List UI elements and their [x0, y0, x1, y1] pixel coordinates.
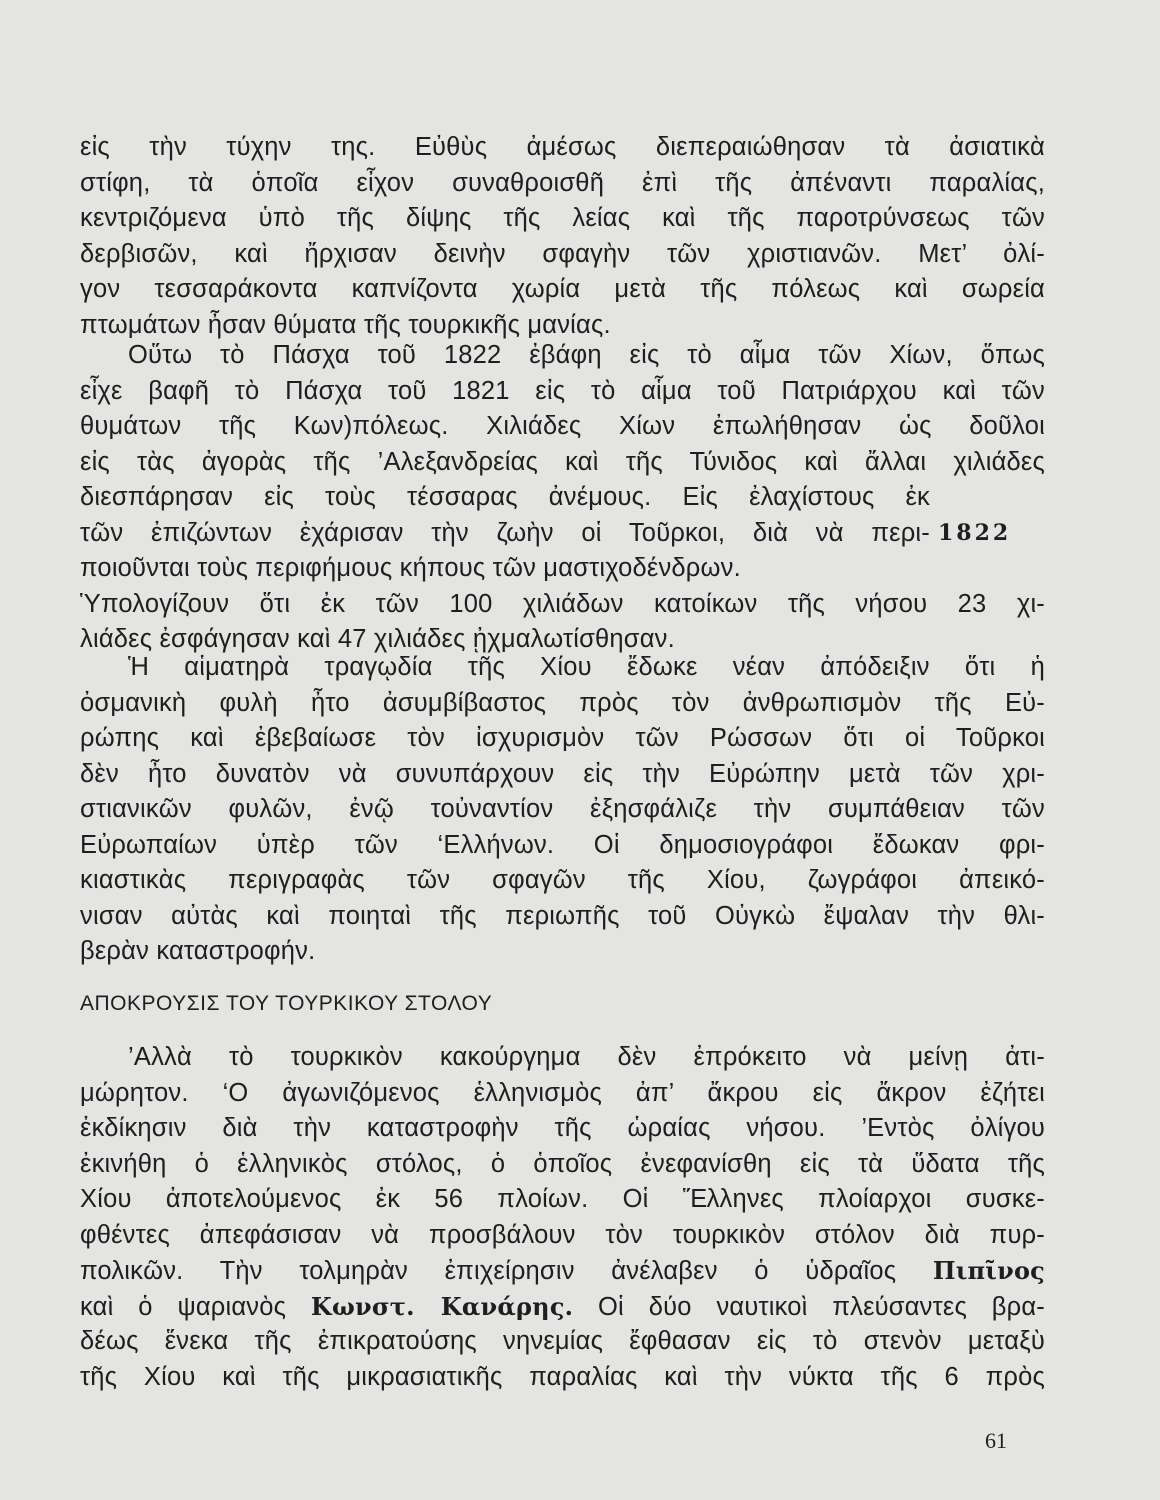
paragraph-4: [80, 1040, 1045, 1395]
text-line: νισαν αὐτὰς καὶ ποιηταὶ τῆς περιωπῆς τοῦ Οὐγκὼ ἔψαλαν τὴν θλι-: [80, 901, 1045, 930]
text-line: ἐκδίκησιν διὰ τὴν καταστροφὴν τῆς ὡραίας νήσου. ’Εντὸς ὀλίγου: [80, 1114, 1045, 1142]
text-line: φθέντες ἀπεφάσισαν νὰ προσβάλουν τὸν τουρκικὸν στόλον διὰ πυρ-: [80, 1220, 1045, 1249]
text-line: [80, 1289, 1045, 1325]
text-line: θυμάτων τῆς Κων)πόλεως. Χιλιάδες Χίων ἐπωλήθησαν ὡς δοῦλοι: [80, 412, 1045, 440]
text-line: ποιοῦνται τοὺς περιφήμους κήπους τῶν μαστιχοδένδρων.: [80, 554, 741, 582]
text-line: λιάδες ἐσφάγησαν καὶ 47 χιλιάδες ᾐχμαλωτίσθησαν.: [80, 625, 675, 653]
text-line: πτωμάτων ἦσαν θύματα τῆς τουρκικῆς μανίας.: [80, 310, 611, 339]
text-line: [80, 1253, 1045, 1289]
text-line: δέως ἕνεκα τῆς ἐπικρατούσης νηνεμίας ἔφθασαν εἰς τὸ στενὸν μεταξὺ: [80, 1327, 1045, 1355]
text-span: πολικῶν. Τὴν τολμηρὰν ἐπιχείρησιν ἀνέλαβεν ὁ ὑδραῖος: [80, 1257, 897, 1285]
text-line: εἰς τὰς ἀγορὰς τῆς ’Αλεξανδρείας καὶ τῆς Τύνιδος καὶ ἄλλαι χιλιάδες: [80, 447, 1045, 476]
text-line: Ἡ αἱματηρὰ τραγῳδία τῆς Χίου ἔδωκε νέαν ἀπόδειξιν ὅτι ἡ: [128, 653, 1045, 681]
text-line: εἶχε βαφῆ τὸ Πάσχα τοῦ 1821 εἰς τὸ αἷμα τοῦ Πατριάρχου καὶ τῶν: [80, 376, 1045, 405]
text-line: ὀσμανικὴ φυλὴ ἦτο ἀσυμβίβαστος πρὸς τὸν ἀνθρωπισμὸν τῆς Εὐ-: [80, 688, 1045, 717]
text-line: βερὰν καταστροφήν.: [80, 937, 316, 965]
text-line: Ὑπολογίζουν ὅτι ἐκ τῶν 100 χιλιάδων κατοίκων τῆς νήσου 23 χι-: [80, 589, 1045, 618]
paragraph-1: [80, 130, 1045, 343]
paragraph-3: [80, 650, 1045, 970]
text-line: ρώπης καὶ ἐβεβαίωσε τὸν ἰσχυρισμὸν τῶν Ρώσσων ὅτι οἱ Τοῦρκοι: [80, 724, 1045, 752]
bold-name: Κωνστ. Κανάρης.: [310, 1291, 574, 1321]
text-line: Χίου ἀποτελούμενος ἐκ 56 πλοίων. Οἱ Ἕλληνες πλοίαρχοι συσκε-: [80, 1185, 1045, 1213]
text-line: στιανικῶν φυλῶν, ἐνῷ τοὐναντίον ἐξησφάλιζε τὴν συμπάθειαν τῶν: [80, 795, 1045, 823]
text-line: τῶν ἐπιζώντων ἐχάρισαν τὴν ζωὴν οἱ Τοῦρκοι, διὰ νὰ περι-: [80, 518, 930, 547]
text-span: καὶ ὁ ψαριανὸς: [80, 1292, 287, 1321]
text-line: Οὕτω τὸ Πάσχα τοῦ 1822 ἐβάφη εἰς τὸ αἷμα τῶν Χίων, ὅπως: [128, 341, 1045, 369]
page-number: 61: [985, 1428, 1007, 1453]
margin-year-note: 1822: [938, 520, 1012, 546]
text-line: μώρητον. ‘Ο ἀγωνιζόμενος ἑλληνισμὸς ἀπ’ ἄκρου εἰς ἄκρον ἐζήτει: [80, 1078, 1045, 1107]
text-line: κεντριζόμενα ὑπὸ τῆς δίψης τῆς λείας καὶ τῆς παροτρύνσεως τῶν: [80, 204, 1045, 232]
text-line: δερβισῶν, καὶ ἤρχισαν δεινὴν σφαγὴν τῶν χριστιανῶν. Μετ’ ὀλί-: [80, 239, 1045, 268]
section-heading: ΑΠΟΚΡΟΥΣΙΣ ΤΟΥ ΤΟΥΡΚΙΚΟΥ ΣΤΟΛΟΥ: [80, 992, 493, 1015]
text-span: Οἱ δύο ναυτικοὶ πλεύσαντες βρα-: [598, 1292, 1045, 1321]
text-line: Εὐρωπαίων ὑπὲρ τῶν ‘Ελλήνων. Οἱ δημοσιογράφοι ἔδωκαν φρι-: [80, 830, 1045, 859]
paragraph-2: [80, 338, 1045, 658]
bold-name: Πιπῖνος: [932, 1256, 1045, 1285]
text-line: κιαστικὰς περιγραφὰς τῶν σφαγῶν τῆς Χίου, ζωγράφοι ἀπεικό-: [80, 866, 1045, 894]
text-line: γον τεσσαράκοντα καπνίζοντα χωρία μετὰ τῆς πόλεως καὶ σωρεία: [80, 275, 1045, 303]
text-line: εἰς τὴν τύχην της. Εὐθὺς ἀμέσως διεπεραιώθησαν τὰ ἀσιατικὰ: [80, 133, 1045, 161]
text-line: στίφη, τὰ ὁποῖα εἶχον συναθροισθῆ ἐπὶ τῆς ἀπέναντι παραλίας,: [80, 168, 1045, 197]
text-line: δὲν ἦτο δυνατὸν νὰ συνυπάρχουν εἰς τὴν Εὐρώπην μετὰ τῶν χρι-: [80, 759, 1045, 788]
text-line: ’Αλλὰ τὸ τουρκικὸν κακούργημα δὲν ἐπρόκειτο νὰ μείνῃ ἀτι-: [128, 1043, 1045, 1071]
text-line: τῆς Χίου καὶ τῆς μικρασιατικῆς παραλίας καὶ τὴν νύκτα τῆς 6 πρὸς: [80, 1362, 1045, 1391]
text-line: διεσπάρησαν εἰς τοὺς τέσσαρας ἀνέμους. Εἰς ἐλαχίστους ἐκ: [80, 483, 930, 511]
text-line: ἐκινήθη ὁ ἑλληνικὸς στόλος, ὁ ὁποῖος ἐνεφανίσθη εἰς τὰ ὕδατα τῆς: [80, 1149, 1045, 1178]
